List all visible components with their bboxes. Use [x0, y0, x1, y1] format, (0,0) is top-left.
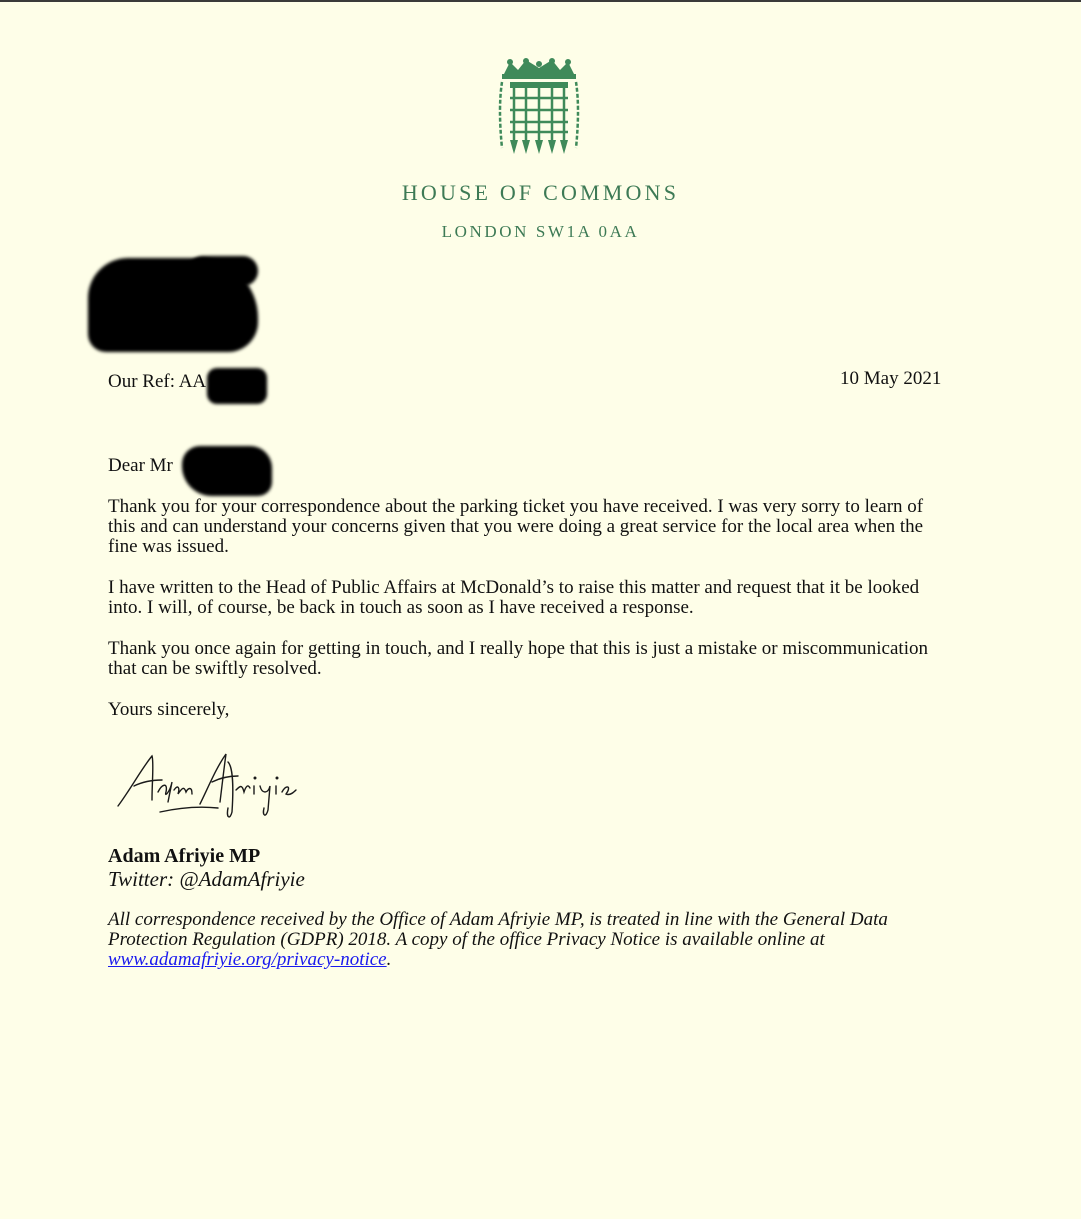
closing: Yours sincerely,	[108, 699, 230, 720]
signer-name: Adam Afriyie MP	[108, 845, 261, 867]
gdpr-text: All correspondence received by the Office of Adam Afriyie MP, is treated in line with the General Data Protection Regulation (GDPR) 2018. A copy of the office Privacy Notice is available online at	[108, 909, 888, 950]
signer-twitter: Twitter: @AdamAfriyie	[108, 867, 305, 891]
gdpr-text-end: .	[386, 949, 392, 970]
letter-date: 10 May 2021	[840, 368, 942, 389]
letterhead-title: HOUSE OF COMMONS	[401, 180, 680, 205]
privacy-notice-link[interactable]: www.adamafriyie.org/privacy-notice	[108, 949, 387, 970]
portcullis-crest-icon	[496, 58, 582, 156]
signature-image	[108, 742, 304, 824]
salutation: Dear Mr	[108, 455, 173, 476]
redaction-reference	[207, 368, 267, 404]
redaction-recipient-top	[188, 256, 258, 286]
body-paragraph-3: Thank you once again for getting in touch, and I really hope that this is just a mistake or miscommunication that can be swiftly resolved.	[108, 638, 928, 679]
letterhead-address: LONDON SW1A 0AA	[441, 222, 640, 241]
top-border	[0, 0, 1081, 2]
redaction-salutation	[182, 446, 272, 496]
body-paragraph-2: I have written to the Head of Public Affairs at McDonald’s to raise this matter and request that it be looked into. I will, of course, be back in touch as soon as I have received a response.	[108, 577, 920, 618]
gdpr-notice	[108, 910, 928, 970]
body-paragraph-1: Thank you for your correspondence about the parking ticket you have received. I was very sorry to learn of this and can understand your concerns given that you were doing a great service for the local area when the fine was issued.	[108, 496, 924, 557]
reference-label: Our Ref: AA	[108, 371, 207, 392]
